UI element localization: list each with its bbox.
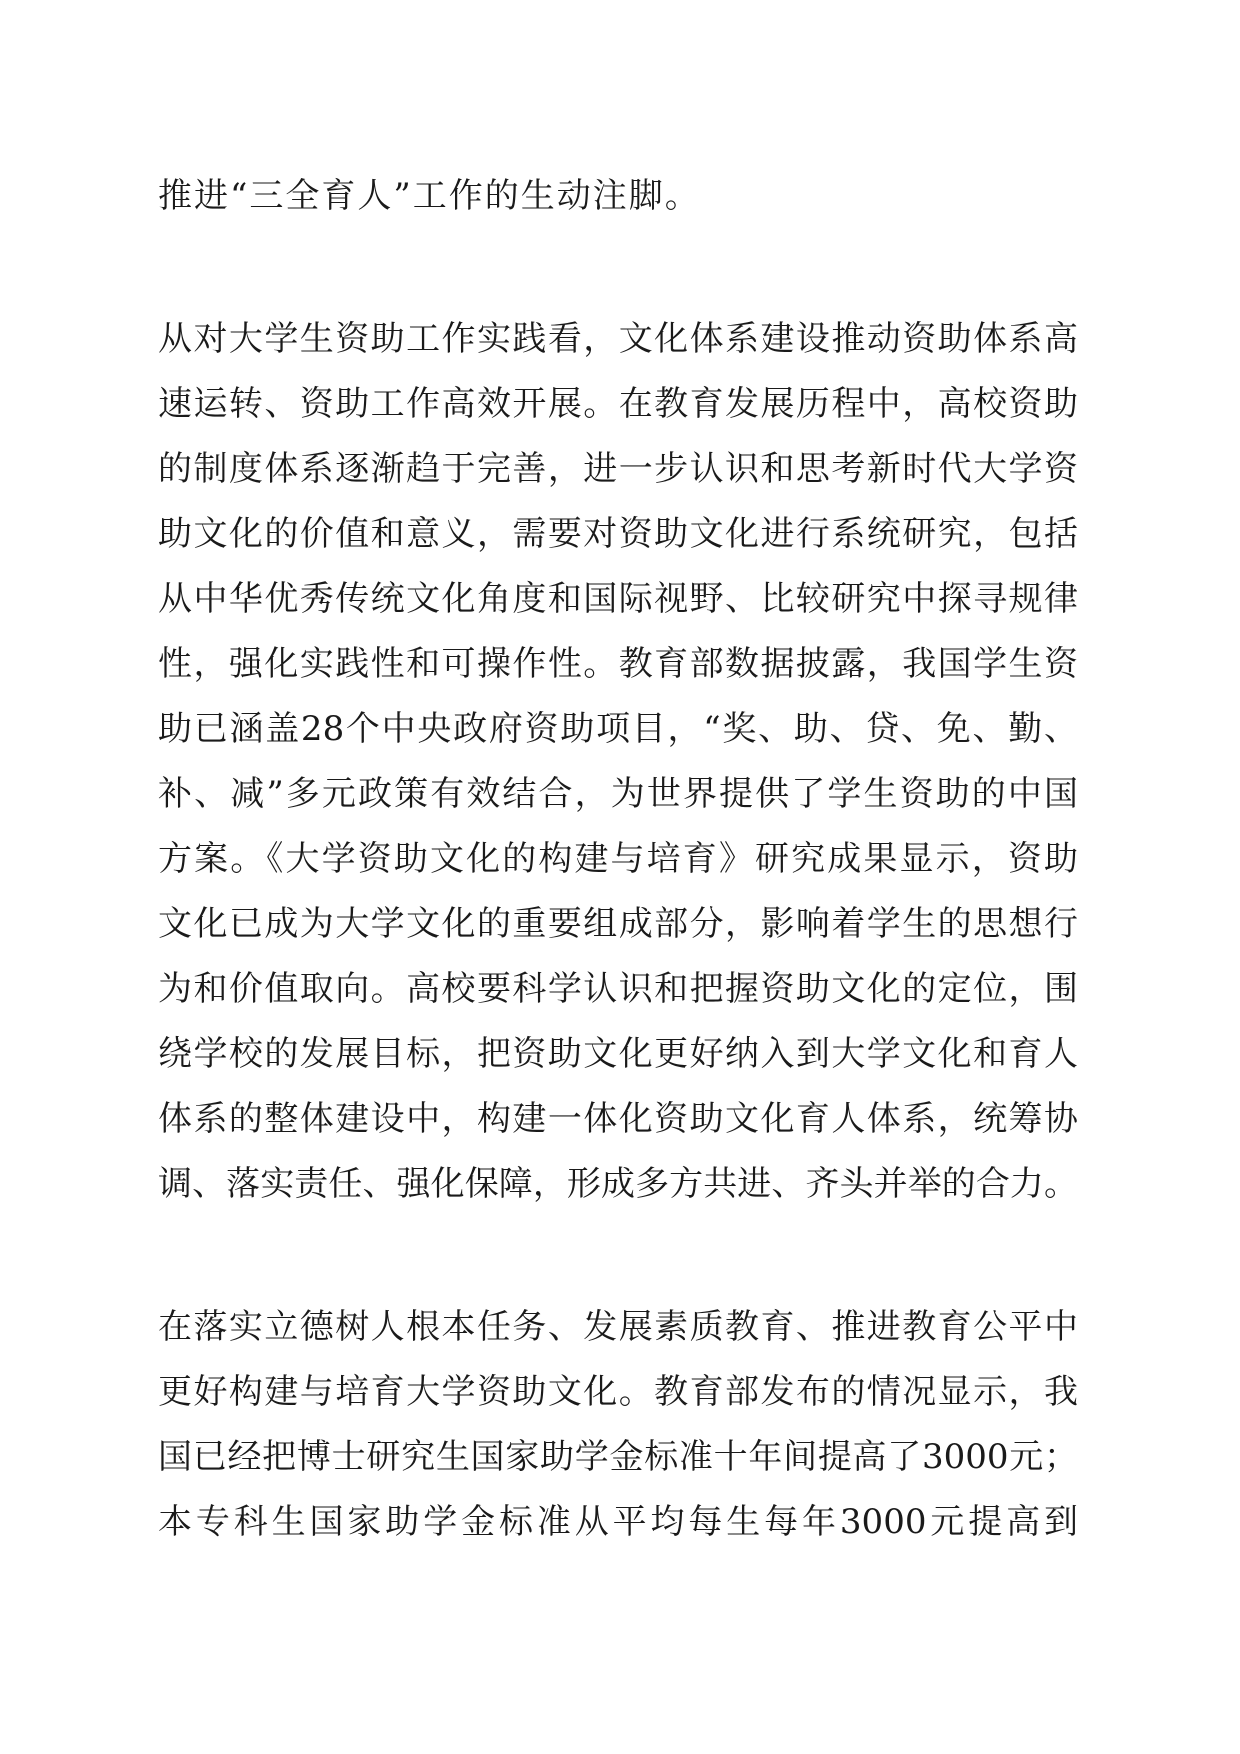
paragraph-3-line-1: 在落实立德树人根本任务、发展素质教育、推进教育公平中 bbox=[158, 1307, 1078, 1347]
paragraph-2-line-10: 文化已成为大学文化的重要组成部分，影响着学生的思想行 bbox=[158, 904, 1078, 944]
paragraph-2-line-14: 调、落实责任、强化保障，形成多方共进、齐头并举的合力。 bbox=[158, 1164, 1078, 1204]
paragraph-3-line-4: 本专科生国家助学金标准从平均每生每年3000元提高到 bbox=[158, 1502, 1078, 1542]
paragraph-2-line-3: 的制度体系逐渐趋于完善，进一步认识和思考新时代大学资 bbox=[158, 449, 1078, 489]
paragraph-2-line-9: 方案。《大学资助文化的构建与培育》研究成果显示，资助 bbox=[158, 839, 1078, 879]
paragraph-2-line-8: 补、减”多元政策有效结合，为世界提供了学生资助的中国 bbox=[158, 774, 1078, 814]
paragraph-2-line-4: 助文化的价值和意义，需要对资助文化进行系统研究，包括 bbox=[158, 514, 1078, 554]
paragraph-2-line-13: 体系的整体建设中，构建一体化资助文化育人体系，统筹协 bbox=[158, 1099, 1078, 1139]
paragraph-2-line-6: 性，强化实践性和可操作性。教育部数据披露，我国学生资 bbox=[158, 644, 1078, 684]
paragraph-2-line-12: 绕学校的发展目标，把资助文化更好纳入到大学文化和育人 bbox=[158, 1034, 1078, 1074]
paragraph-2-line-2: 速运转、资助工作高效开展。在教育发展历程中，高校资助 bbox=[158, 384, 1078, 424]
paragraph-2-line-5: 从中华优秀传统文化角度和国际视野、比较研究中探寻规律 bbox=[158, 579, 1078, 619]
paragraph-2-line-7: 助已涵盖28个中央政府资助项目，“奖、助、贷、免、勤、 bbox=[158, 709, 1078, 749]
paragraph-3-line-2: 更好构建与培育大学资助文化。教育部发布的情况显示，我 bbox=[158, 1372, 1078, 1412]
paragraph-2-line-1: 从对大学生资助工作实践看，文化体系建设推动资助体系高 bbox=[158, 319, 1078, 359]
paragraph-2-line-11: 为和价值取向。高校要科学认识和把握资助文化的定位，围 bbox=[158, 969, 1078, 1009]
paragraph-3-line-3: 国已经把博士研究生国家助学金标准十年间提高了3000元； bbox=[158, 1437, 1078, 1477]
paragraph-1-line-1: 推进“三全育人”工作的生动注脚。 bbox=[158, 176, 701, 216]
